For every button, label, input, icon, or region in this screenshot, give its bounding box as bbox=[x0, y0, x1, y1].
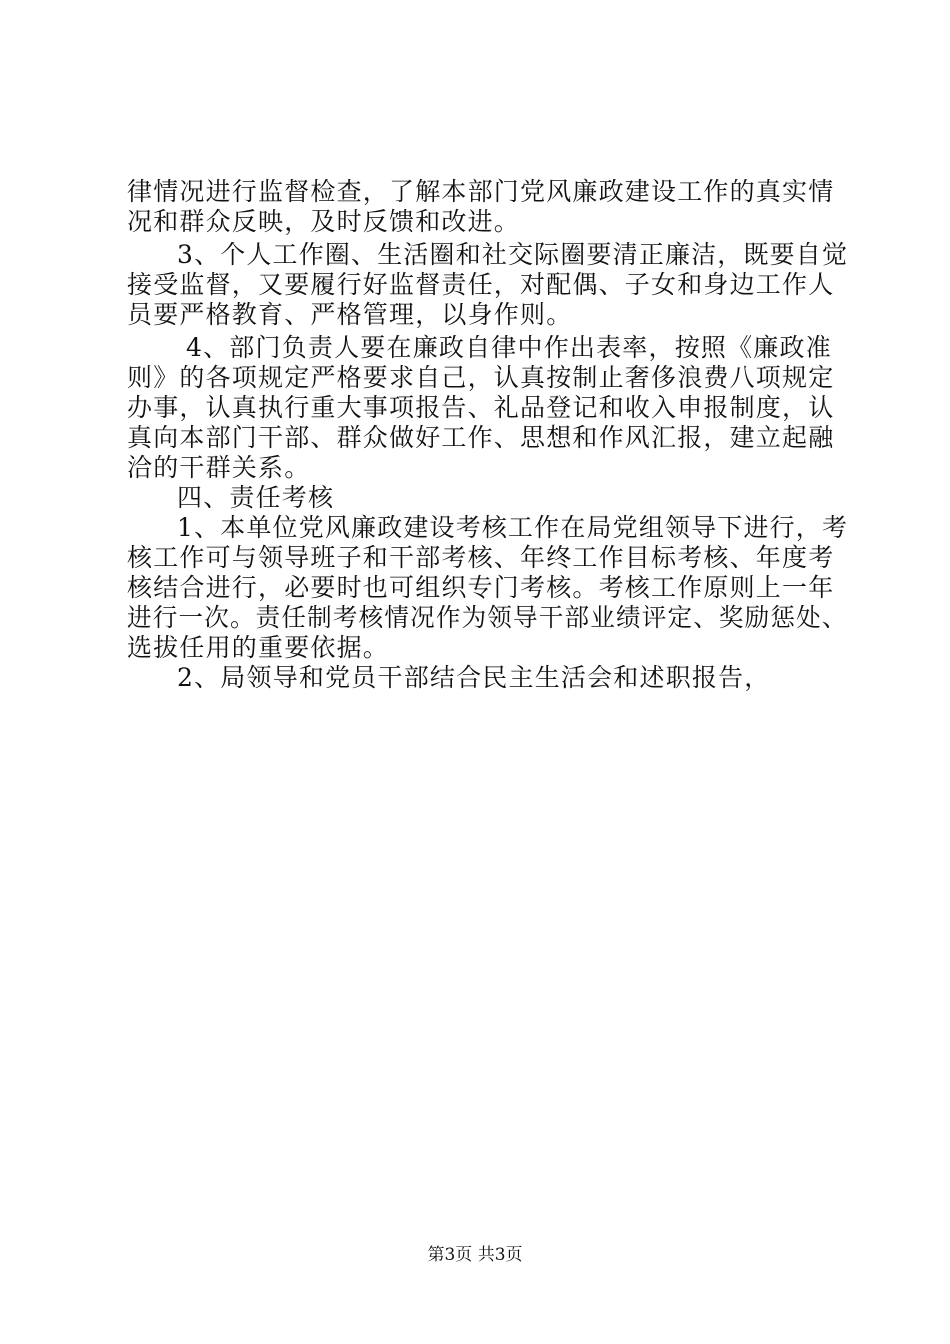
section-heading: 四、责任考核 bbox=[177, 483, 335, 512]
body-line-2: 况和群众反映，及时反馈和改进。 bbox=[127, 207, 521, 236]
body-line-6: 4、部门负责人要在廉政自律中作出表率，按照《廉政准 bbox=[186, 333, 832, 362]
body-line-17: 2、局领导和党员干部结合民主生活会和述职报告， bbox=[177, 663, 771, 692]
body-line-14: 核结合进行，必要时也可组织专门考核。考核工作原则上一年 bbox=[127, 573, 835, 602]
body-line-15: 进行一次。责任制考核情况作为领导干部业绩评定、奖励惩处、 bbox=[127, 603, 848, 632]
body-line-12: 1、本单位党风廉政建设考核工作在局党组领导下进行，考 bbox=[177, 513, 849, 542]
body-line-16: 选拔任用的重要依据。 bbox=[127, 633, 390, 662]
body-line-1: 律情况进行监督检查，了解本部门党风廉政建设工作的真实情 bbox=[127, 177, 835, 206]
body-line-13: 核工作可与领导班子和干部考核、年终工作目标考核、年度考 bbox=[127, 543, 835, 572]
body-line-10: 洽的干群关系。 bbox=[127, 453, 311, 482]
body-line-5: 员要严格教育、严格管理，以身作则。 bbox=[127, 300, 573, 329]
body-line-8: 办事，认真执行重大事项报告、礼品登记和收入申报制度，认 bbox=[127, 393, 835, 422]
body-line-3: 3、个人工作圈、生活圈和社交际圈要清正廉洁，既要自觉 bbox=[177, 240, 849, 269]
page-number-footer: 第3页 共3页 bbox=[427, 1245, 523, 1265]
body-line-7: 则》的各项规定严格要求自己，认真按制止奢侈浪费八项规定 bbox=[127, 363, 835, 392]
body-line-9: 真向本部门干部、群众做好工作、思想和作风汇报，建立起融 bbox=[127, 423, 835, 452]
body-line-4: 接受监督，又要履行好监督责任，对配偶、子女和身边工作人 bbox=[127, 270, 835, 299]
